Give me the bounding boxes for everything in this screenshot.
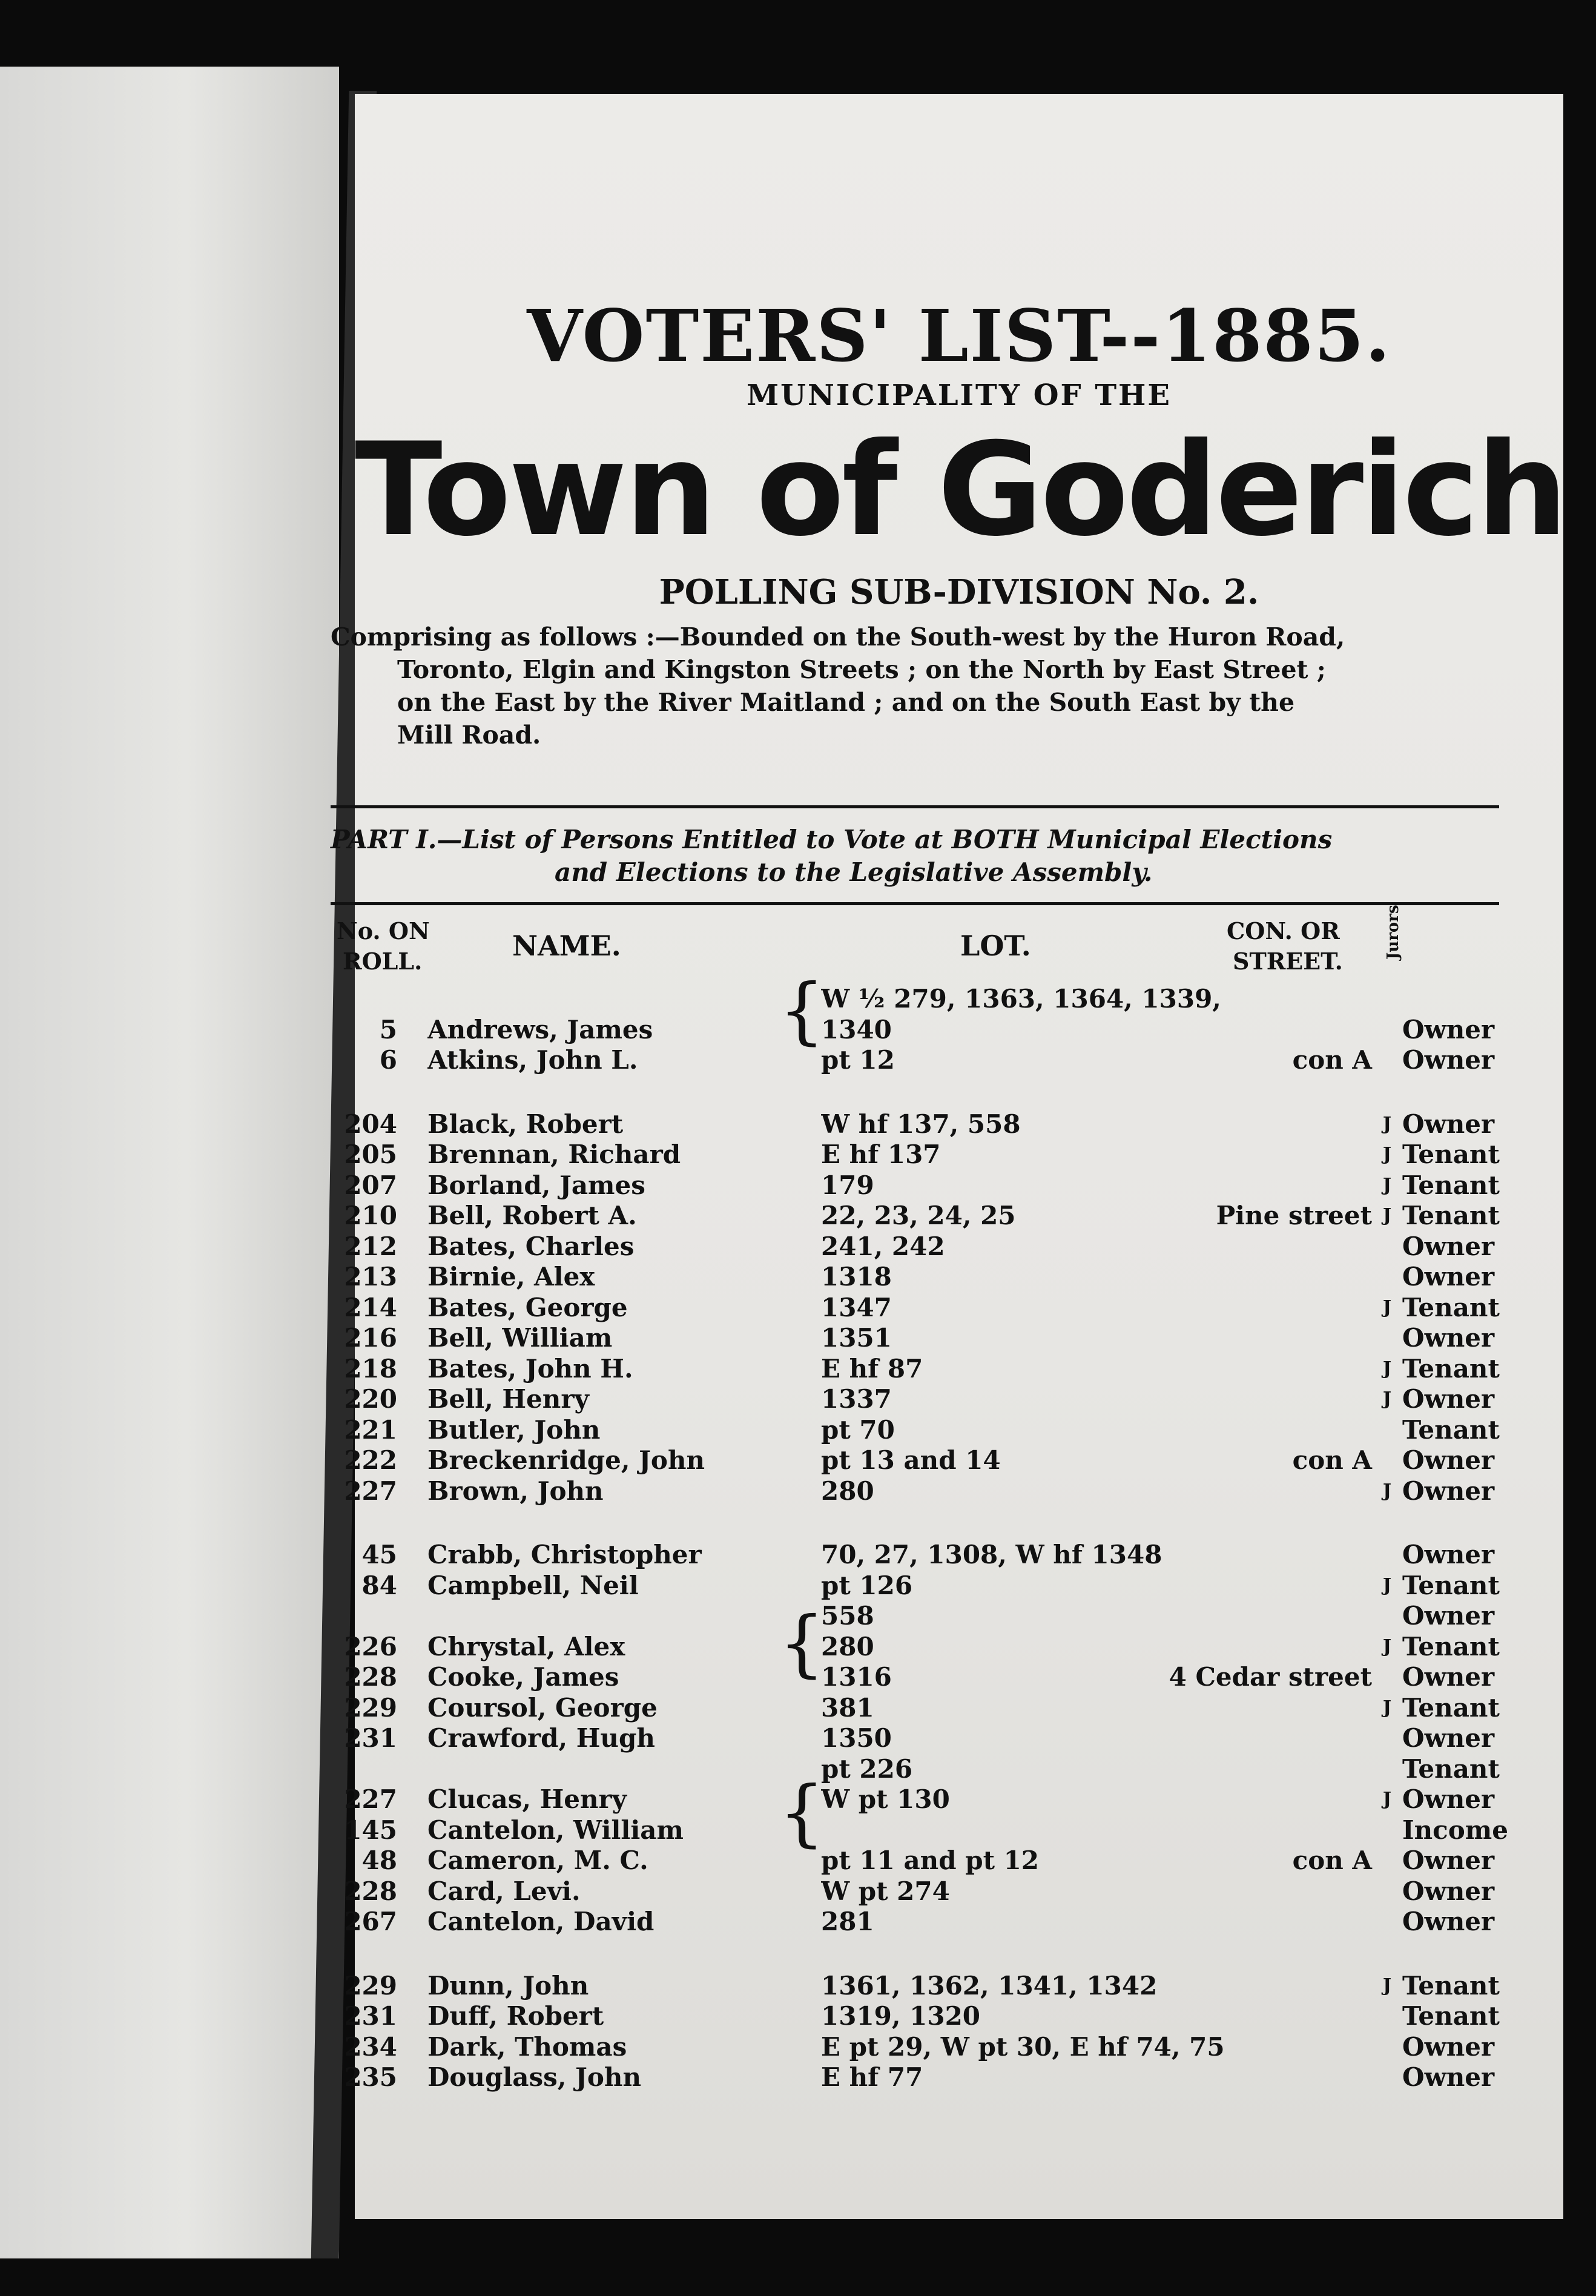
- voter-status: Owner: [1402, 1476, 1495, 1506]
- description-line: Comprising as follows :—Bounded on the South-west by the Huron Road,: [331, 622, 1345, 652]
- voter-status: Tenant: [1402, 1140, 1500, 1169]
- lot-number: 381: [821, 1692, 874, 1723]
- roll-number: 213: [344, 1262, 397, 1292]
- voter-name: Bates, George: [427, 1292, 628, 1322]
- roll-number: 204: [344, 1109, 397, 1139]
- voter-name: Campbell, Neil: [427, 1570, 639, 1600]
- voter-name: Crawford, Hugh: [427, 1723, 655, 1753]
- voter-status: Owner: [1402, 1784, 1495, 1814]
- table-row: [331, 1876, 1499, 1907]
- voter-status: Owner: [1402, 1323, 1495, 1353]
- brace-mark: {: [779, 1602, 825, 1686]
- table-row: [331, 1354, 1499, 1384]
- voter-status: Owner: [1402, 1907, 1495, 1936]
- polling-subdivision: POLLING SUB-DIVISION No. 2.: [659, 572, 1259, 612]
- table-row: [331, 1601, 1499, 1631]
- page-title: VOTERS' LIST--1885.: [527, 294, 1391, 378]
- table-row: [331, 1662, 1499, 1692]
- juror-mark: J: [1382, 1574, 1392, 1596]
- voter-name: Andrews, James: [427, 1014, 653, 1044]
- roll-number: 210: [344, 1201, 397, 1230]
- voter-name: Brown, John: [427, 1476, 604, 1506]
- voter-status: Owner: [1402, 1231, 1495, 1261]
- roll-number: 267: [344, 1907, 397, 1936]
- roll-number: 84: [361, 1570, 397, 1600]
- lot-number: 1316: [821, 1662, 892, 1692]
- juror-mark: J: [1382, 1635, 1392, 1657]
- lot-number: 1347: [821, 1292, 892, 1322]
- table-row: [331, 1846, 1499, 1876]
- roll-number: 227: [344, 1476, 397, 1506]
- voter-name: Douglass, John: [427, 2062, 642, 2092]
- table-row: [331, 1815, 1508, 1846]
- table-row: [331, 1754, 1499, 1784]
- street-or-concession: con A: [1292, 1445, 1372, 1475]
- lot-number: E hf 137: [821, 1140, 941, 1169]
- header-street: STREET.: [1233, 948, 1343, 975]
- roll-number: 207: [344, 1170, 397, 1200]
- table-row: [331, 1262, 1499, 1292]
- voter-status: Owner: [1402, 1876, 1495, 1906]
- voter-name: Cooke, James: [427, 1662, 619, 1692]
- voter-status: Owner: [1402, 1014, 1495, 1044]
- lot-number: W hf 137, 558: [821, 1109, 1021, 1139]
- header-roll: ROLL.: [343, 948, 423, 975]
- voter-name: Cameron, M. C.: [427, 1846, 648, 1875]
- lot-number: 22, 23, 24, 25: [821, 1201, 1016, 1230]
- roll-number: 227: [344, 1784, 397, 1814]
- lot-number: E hf 87: [821, 1353, 923, 1384]
- header-name: NAME.: [512, 929, 621, 962]
- roll-number: 231: [344, 1723, 397, 1753]
- juror-mark: J: [1382, 1697, 1392, 1718]
- roll-number: 216: [344, 1323, 397, 1353]
- voter-name: Crabb, Christopher: [427, 1540, 702, 1569]
- voter-name: Duff, Robert: [427, 2001, 604, 2031]
- municipality-line: MUNICIPALITY OF THE: [747, 378, 1172, 412]
- voter-status: Owner: [1402, 1384, 1495, 1414]
- voter-status: Owner: [1402, 2031, 1495, 2062]
- juror-mark: J: [1382, 1174, 1392, 1196]
- voter-status: Owner: [1402, 2062, 1495, 2092]
- lot-number: 280: [821, 1631, 874, 1661]
- voter-status: Tenant: [1402, 1414, 1500, 1445]
- facing-page: [0, 67, 339, 2258]
- street-or-concession: con A: [1292, 1846, 1372, 1875]
- voter-status: Tenant: [1402, 1970, 1500, 2001]
- voter-name: Chrystal, Alex: [427, 1631, 625, 1661]
- table-row: [331, 2062, 1499, 2093]
- roll-number: 145: [344, 1815, 397, 1845]
- roll-number: 226: [344, 1631, 397, 1661]
- voter-status: Income: [1402, 1815, 1508, 1845]
- roll-number: 229: [344, 1970, 397, 2001]
- voter-status: Tenant: [1402, 1292, 1500, 1322]
- voter-status: Tenant: [1402, 1631, 1500, 1661]
- table-row: [331, 1323, 1499, 1353]
- voter-status: Owner: [1402, 1109, 1495, 1139]
- table-row: [331, 1784, 1499, 1815]
- table-row: [331, 2001, 1499, 2031]
- voter-name: Dunn, John: [427, 1970, 589, 2001]
- roll-number: 212: [344, 1231, 397, 1261]
- voter-status: Tenant: [1402, 2001, 1500, 2031]
- table-row: [331, 1045, 1499, 1075]
- lot-number: 1351: [821, 1323, 892, 1353]
- voter-status: Owner: [1402, 1662, 1495, 1692]
- juror-mark: J: [1382, 1357, 1392, 1379]
- roll-number: 218: [344, 1353, 397, 1384]
- voter-status: Owner: [1402, 1262, 1495, 1292]
- roll-number: 234: [344, 2031, 397, 2062]
- table-row: [331, 1109, 1499, 1140]
- roll-number: 222: [344, 1445, 397, 1475]
- voter-name: Cantelon, William: [427, 1815, 684, 1845]
- document-page: [331, 94, 1566, 2219]
- voter-name: Brennan, Richard: [427, 1140, 681, 1169]
- lot-number: pt 226: [821, 1753, 913, 1784]
- voter-name: Card, Levi.: [427, 1876, 581, 1906]
- roll-number: 221: [344, 1414, 397, 1445]
- roll-number: 205: [344, 1140, 397, 1169]
- voter-status: Owner: [1402, 1601, 1495, 1631]
- table-row: [331, 1140, 1499, 1170]
- town-name: Town of Goderich: [355, 415, 1566, 564]
- lot-number: 1361, 1362, 1341, 1342: [821, 1970, 1158, 2001]
- roll-number: 231: [344, 2001, 397, 2031]
- voter-name: Bell, Henry: [427, 1384, 589, 1414]
- voter-name: Cantelon, David: [427, 1907, 655, 1936]
- table-row: [331, 1571, 1499, 1601]
- roll-number: 235: [344, 2062, 397, 2092]
- lot-number: E pt 29, W pt 30, E hf 74, 75: [821, 2031, 1225, 2062]
- voter-status: Tenant: [1402, 1692, 1500, 1723]
- description-line: Toronto, Elgin and Kingston Streets ; on the North by East Street ;: [397, 655, 1326, 684]
- voter-name: Bates, John H.: [427, 1353, 633, 1384]
- description-line: Mill Road.: [397, 721, 541, 750]
- lot-number: pt 13 and 14: [821, 1445, 1001, 1475]
- roll-number: 228: [344, 1662, 397, 1692]
- table-row: [331, 1632, 1499, 1662]
- juror-mark: J: [1382, 1388, 1392, 1410]
- voter-name: Breckenridge, John: [427, 1445, 705, 1475]
- lot-number: 1337: [821, 1384, 892, 1414]
- lot-number: W pt 130: [821, 1784, 950, 1814]
- voters-table: [344, 94, 1566, 2219]
- lot-number: pt 70: [821, 1414, 895, 1445]
- lot-number: 1340: [821, 1014, 892, 1044]
- lot-number: 70, 27, 1308, W hf 1348: [821, 1540, 1162, 1569]
- lot-number: pt 12: [821, 1045, 895, 1075]
- voter-status: Tenant: [1402, 1170, 1500, 1200]
- lot-number: 558: [821, 1601, 874, 1631]
- roll-number: 220: [344, 1384, 397, 1414]
- voter-status: Tenant: [1402, 1201, 1500, 1230]
- voter-name: Clucas, Henry: [427, 1784, 627, 1814]
- table-row: [331, 984, 1499, 1014]
- table-row: [331, 1540, 1499, 1570]
- roll-number: 6: [379, 1045, 397, 1075]
- voter-name: Coursol, George: [427, 1692, 658, 1723]
- street-or-concession: Pine street: [1216, 1201, 1372, 1230]
- voter-status: Owner: [1402, 1846, 1495, 1875]
- brace-mark: {: [779, 1771, 825, 1855]
- lot-number: 1318: [821, 1262, 892, 1292]
- roll-number: 5: [379, 1014, 397, 1044]
- lot-number: pt 11 and pt 12: [821, 1846, 1040, 1875]
- voter-name: Dark, Thomas: [427, 2031, 627, 2062]
- voter-status: Owner: [1402, 1723, 1495, 1753]
- lot-number: pt 126: [821, 1570, 913, 1600]
- part-line: and Elections to the Legislative Assembly.: [555, 857, 1153, 887]
- voter-name: Bell, Robert A.: [427, 1201, 637, 1230]
- lot-number: W ½ 279, 1363, 1364, 1339,: [821, 984, 1221, 1014]
- table-row: [331, 1170, 1499, 1201]
- voter-status: Owner: [1402, 1540, 1495, 1569]
- table-row: [331, 2032, 1499, 2062]
- table-row: [331, 1232, 1499, 1262]
- voter-name: Birnie, Alex: [427, 1262, 595, 1292]
- juror-mark: J: [1382, 1974, 1392, 1996]
- table-row: [331, 1476, 1499, 1506]
- header-jurors: Jurors: [1384, 905, 1402, 960]
- table-row: [331, 1445, 1499, 1476]
- roll-number: 228: [344, 1876, 397, 1906]
- lot-number: 179: [821, 1170, 874, 1200]
- juror-mark: J: [1382, 1789, 1392, 1810]
- roll-number: 214: [344, 1292, 397, 1322]
- header-no: No. ON: [337, 917, 430, 945]
- street-or-concession: con A: [1292, 1045, 1372, 1075]
- lot-number: 1319, 1320: [821, 2001, 981, 2031]
- voter-status: Tenant: [1402, 1570, 1500, 1600]
- roll-number: 48: [361, 1846, 397, 1875]
- roll-number: 229: [344, 1692, 397, 1723]
- voter-name: Butler, John: [427, 1414, 601, 1445]
- voter-name: Bates, Charles: [427, 1231, 635, 1261]
- lot-number: 241, 242: [821, 1231, 945, 1261]
- juror-mark: J: [1382, 1113, 1392, 1135]
- table-row: [331, 1971, 1499, 2001]
- table-row: [331, 1293, 1499, 1323]
- voter-name: Borland, James: [427, 1170, 645, 1200]
- roll-number: 45: [361, 1540, 397, 1569]
- juror-mark: J: [1382, 1296, 1392, 1318]
- lot-number: E hf 77: [821, 2062, 923, 2092]
- description-line: on the East by the River Maitland ; and on the South East by the: [397, 688, 1295, 717]
- lot-number: 280: [821, 1476, 874, 1506]
- table-row: [331, 1415, 1499, 1445]
- part-line: PART I.—List of Persons Entitled to Vote at BOTH Municipal Elections: [331, 825, 1333, 854]
- voter-name: Atkins, John L.: [427, 1045, 638, 1075]
- table-row: [331, 1015, 1499, 1045]
- table-row: [331, 1907, 1499, 1937]
- juror-mark: J: [1382, 1205, 1392, 1226]
- juror-mark: J: [1382, 1144, 1392, 1165]
- lot-number: W pt 274: [821, 1876, 950, 1906]
- voter-status: Tenant: [1402, 1353, 1500, 1384]
- header-lot: LOT.: [960, 929, 1031, 962]
- voter-name: Black, Robert: [427, 1109, 624, 1139]
- table-row: [331, 1201, 1499, 1231]
- table-row: [331, 1693, 1499, 1723]
- juror-mark: J: [1382, 1480, 1392, 1502]
- lot-number: 281: [821, 1907, 874, 1936]
- header-con: CON. OR: [1227, 917, 1340, 945]
- table-row: [331, 1384, 1499, 1414]
- brace-mark: {: [779, 969, 825, 1053]
- street-or-concession: 4 Cedar street: [1169, 1662, 1372, 1692]
- lot-number: 1350: [821, 1723, 892, 1753]
- voter-status: Owner: [1402, 1445, 1495, 1475]
- voter-status: Tenant: [1402, 1753, 1500, 1784]
- voter-name: Bell, William: [427, 1323, 613, 1353]
- voter-status: Owner: [1402, 1045, 1495, 1075]
- table-row: [331, 1723, 1499, 1753]
